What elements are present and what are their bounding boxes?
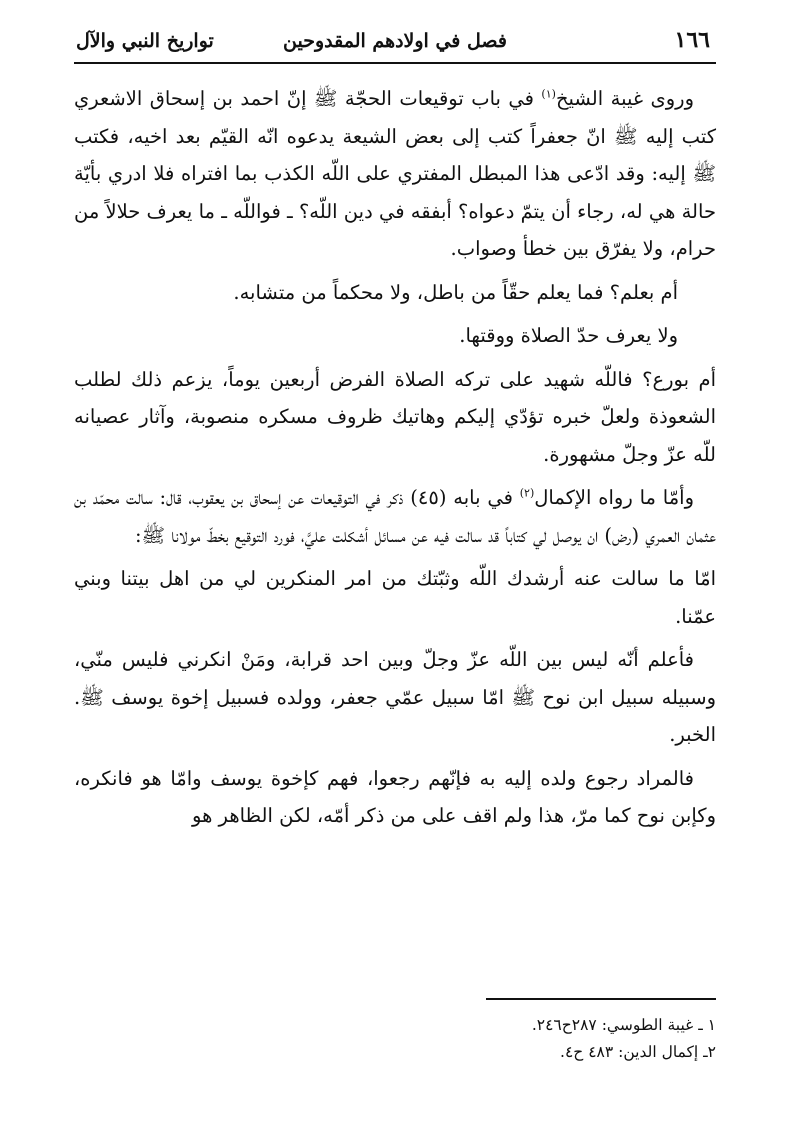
paragraph-8: فالمراد رجوع ولده إليه به فإنّهم رجعوا، فهم كإخوة يوسف وامّا هو فانكره، وكإبن نوح كما مرّ، هذا ولم اقف على من ذكر أمّه، لكن الظاهر هو <box>74 766 716 827</box>
chapter-title: فصل في اولادهم المقدوحين <box>283 30 507 52</box>
footnote-1: ١ ـ غيبة الطوسي: ٢٨٧ح٢٤٦. <box>531 1016 716 1034</box>
page-number: ١٦٦ <box>674 27 710 53</box>
main-text <box>74 80 716 841</box>
footnote-ref-2: (٢) <box>519 486 535 500</box>
footnote-divider <box>486 998 716 1000</box>
paragraph-1-start: وروى غيبة الشيخ <box>555 87 694 110</box>
footnotes <box>74 1012 716 1066</box>
paragraph-2: أم بعلم؟ فما يعلم حقّاً من باطل، ولا محكماً من متشابه. <box>233 280 678 304</box>
footnote-ref-1: (١) <box>541 87 556 101</box>
page-header <box>74 22 716 64</box>
paragraph-1 <box>74 80 716 268</box>
paragraph-7: فأعلم أنّه ليس بين اللّه عزّ وجلّ وبين احد قرابة، ومَنْ انكرني فليس منّي، وسبيله سبيل ابن نوح ﷺ امّا سبيل عمّي جعفر، وولده فسبيل إخوة يوسف ﷺ. الخبر. <box>74 648 716 746</box>
paragraph-3: ولا يعرف حدّ الصلاة ووقتها. <box>459 324 678 347</box>
paragraph-5 <box>74 479 716 554</box>
paragraph-5-rest: في بابه (٤٥) ذكر في التوقيعات عن إسحاق بن يعقوب، قال: سالت محمّد بن عثمان العمري (رض) ان يوصل لي كتاباً قد سالت فيه عن مسائل أشكلت عليَّ، فورد التوقيع بخطّ مولانا ﷺ: <box>74 486 716 547</box>
paragraph-1-rest: في باب توقيعات الحجّة ﷺ إنّ احمد بن إسحاق الاشعري كتب إليه ﷺ انّ جعفراً كتب إلى بعض الشيعة يدعوه انّه القيّم بعد اخيه، فكتب ﷺ إليه: وقد ادّعى هذا المبطل المفتري على اللّه الكذب بما افتراه فلا ادري بأيّة حالة هي له، رجاء أن يتمّ دعواه؟ أبفقه في دين اللّه؟ ـ فواللّه ـ ما يعرف حلالاً من حرام، ولا يفرّق بين خطأ وصواب. <box>74 87 716 260</box>
footnote-2: ٢ـ إكمال الدين: ٤٨٣ ح٤. <box>560 1043 716 1061</box>
paragraph-6: امّا ما سالت عنه أرشدك اللّه وثبّتك من امر المنكرين لي من اهل بيتنا وبني عمّنا. <box>74 567 716 628</box>
book-title: تواريخ النبي والآل <box>76 30 214 52</box>
paragraph-5-start: وأمّا ما رواه الإكمال <box>534 486 694 509</box>
paragraph-4: أم بورع؟ فاللّه شهيد على تركه الصلاة الفرض أربعين يوماً، يزعم ذلك لطلب الشعوذة ولعلّ خبره تؤدّي إليكم وهاتيك ظروف مسكره منصوبة، وآثار عصيانه للّه عزّ وجلّ مشهورة. <box>74 367 716 466</box>
